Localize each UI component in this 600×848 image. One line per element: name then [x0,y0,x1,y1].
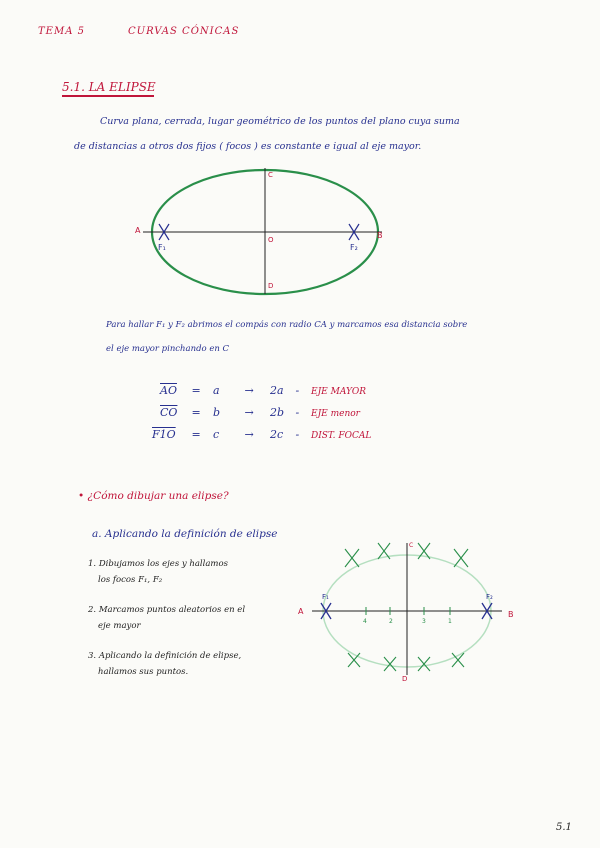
step-number: 3. [88,651,97,661]
formula-row [152,428,371,450]
step-line-1: Aplicando la definición de elipse, [98,651,242,661]
page-number: 5.1 [556,822,572,833]
formula-double: 2a [270,384,284,397]
formula-equals: = [191,384,201,397]
label-B: B [508,610,514,619]
formula-dash: - [295,406,300,419]
header-topic: TEMA 5 [38,26,85,37]
formula-variable: b [213,406,221,419]
formula-equals: = [191,406,201,419]
foci-note-line-1: Para hallar F₁ y F₂ abrimos el compás con radio CA y marcamos esa distancia sobre [106,320,468,330]
formula-segment: $\overline{AO}$ [160,384,177,397]
foci-note-line-2: el eje mayor pinchando en C [106,344,230,354]
step-line-1: Marcamos puntos aleatorios en el [98,605,246,615]
step-line-1: Dibujamos los ejes y hallamos [98,559,228,569]
formula-segment: $\overline{CO}$ [160,406,178,419]
point-label-4: 4 [363,618,367,625]
label-C: C [409,542,414,549]
formula-meaning: EJE MAYOR [311,387,367,397]
formula-dash: - [295,428,300,441]
point-label-1: 1 [448,618,452,625]
ellipse-diagram [125,160,395,300]
label-C: C [268,171,273,179]
label-F1: F₁ [158,243,166,252]
definition-line-1: Curva plana, cerrada, lugar geométrico de los puntos del plano cuya suma [100,116,460,127]
definition-line-2: de distancias a otros dos fijos ( focos ) es constante e igual al eje mayor. [74,141,422,152]
label-A: A [135,226,141,235]
step-line-2: los focos F₁, F₂ [98,575,163,586]
step-line-2: hallamos sus puntos. [98,667,189,678]
label-F1: F₁ [322,593,329,601]
point-label-3: 3 [422,618,426,625]
step-item [88,556,228,588]
formula-double: 2c [270,428,284,441]
formula-row [160,406,371,428]
construction-diagram [290,535,525,685]
label-A: A [298,607,304,616]
formula-dash: - [295,384,300,397]
step-item [88,648,241,680]
label-D: D [268,282,274,290]
label-B: B [377,231,383,240]
section-underline [62,95,154,97]
label-F2: F₂ [350,243,358,252]
formula-variable: c [213,428,220,441]
header-title: CURVAS CÓNICAS [128,26,240,37]
formula-meaning: DIST. FOCAL [311,431,372,441]
label-F2: F₂ [486,593,493,601]
question-bullet: • [78,490,85,502]
step-number: 2. [88,605,97,615]
formula-equals: = [191,428,201,441]
step-line-2: eje mayor [98,621,141,632]
formula-arrow: → [244,406,254,419]
section-title: 5.1. LA ELIPSE [62,80,156,94]
formula-arrow: → [244,428,254,441]
step-item [88,602,245,634]
formula-row [160,384,371,406]
point-label-2: 2 [389,618,393,625]
formula-double: 2b [270,406,285,419]
label-O: O [268,236,274,244]
question-text: ¿Cómo dibujar una elipse? [87,490,229,502]
formula-segment: F1O [152,428,176,441]
method-a-heading: a. Aplicando la definición de elipse [92,528,278,540]
formula-meaning: EJE menor [311,409,360,419]
question [78,490,229,502]
formula-variable: a [213,384,220,397]
label-D: D [402,675,408,683]
formula-arrow: → [244,384,254,397]
step-number: 1. [88,559,97,569]
formula-list [152,384,372,450]
